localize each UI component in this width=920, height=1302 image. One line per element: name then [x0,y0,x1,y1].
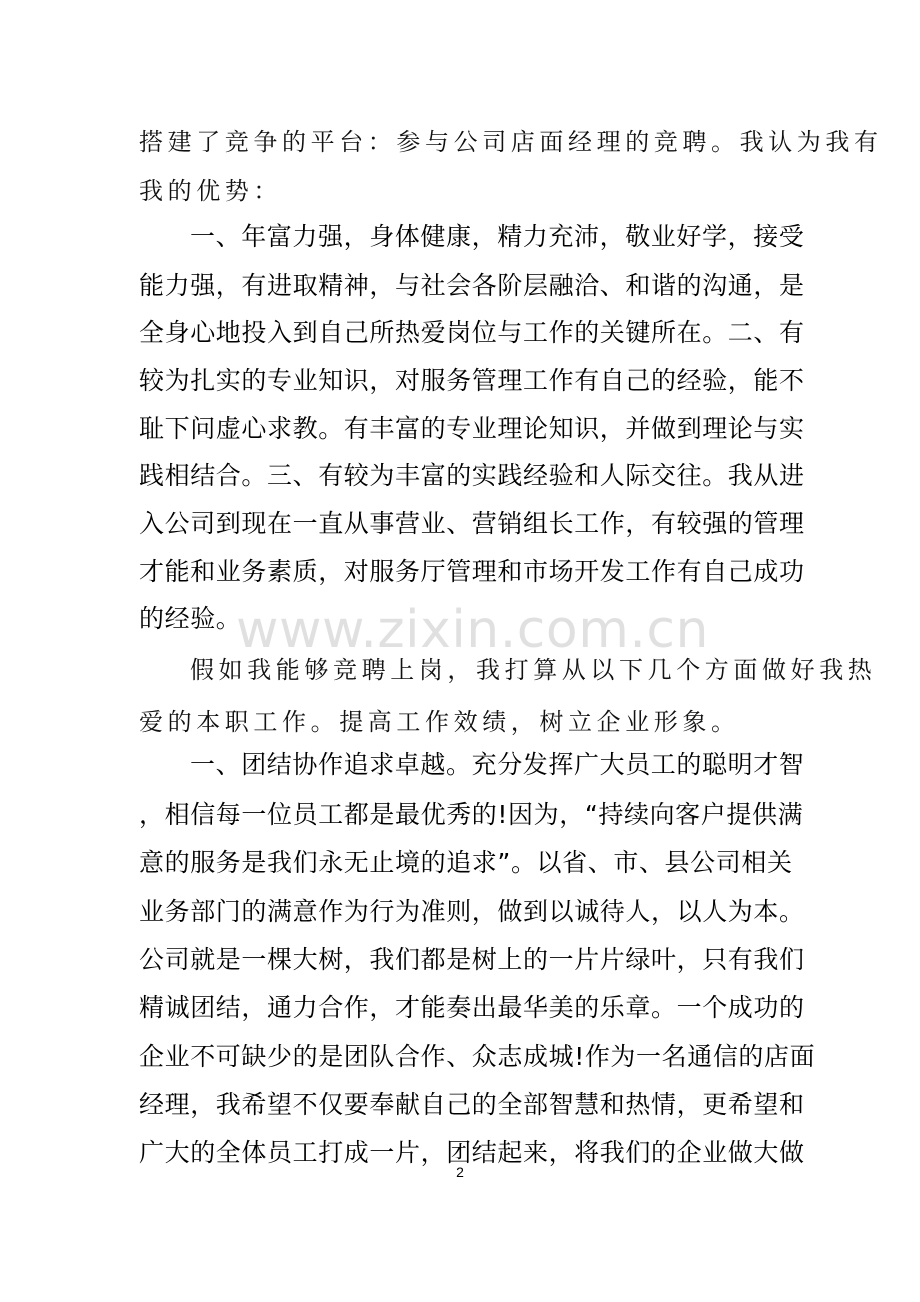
text-line: 践相结合。三、有较为丰富的实践经验和人际交往。我从进 [139,461,805,490]
text-line: 的经验。 [139,604,242,633]
text-line: 一、年富力强，身体健康，精力充沛，敬业好学，接受 [190,222,805,251]
text-line: 全身心地投入到自己所热爱岗位与工作的关键所在。二、有 [139,318,805,347]
text-line: 耻下问虚心求教。有丰富的专业理论知识，并做到理论与实 [139,414,805,443]
text-line: 爱的本职工作。提高工作效绩，树立企业形象。 [139,708,740,736]
text-line: 意的服务是我们永无止境的追求”。以省、市、县公司相关 [139,848,793,877]
text-line: 能力强，有进取精神，与社会各阶层融洽、和谐的沟通，是 [139,271,805,300]
text-line: 假如我能够竞聘上岗，我打算从以下几个方面做好我热 [190,656,877,684]
text-line: 企业不可缺少的是团队合作、众志成城!作为一名通信的店面 [139,1042,816,1071]
text-line: 经理，我希望不仅要奉献自己的全部智慧和热情，更希望和 [139,1090,805,1119]
text-line: 我的优势： [139,177,282,205]
watermark: www.zixin.com.cn [236,600,709,660]
text-line: 精诚团结，通力合作，才能奏出最华美的乐章。一个成功的 [139,993,805,1022]
text-line: 一、团结协作追求卓越。充分发挥广大员工的聪明才智 [190,750,805,779]
text-line: 公司就是一棵大树，我们都是树上的一片片绿叶，只有我们 [139,945,805,974]
text-line: 广大的全体员工打成一片，团结起来，将我们的企业做大做 [139,1138,805,1167]
text-line: 较为扎实的专业知识，对服务管理工作有自己的经验，能不 [139,366,805,395]
text-line: 业务部门的满意作为行为准则，做到以诚待人，以人为本。 [139,897,805,926]
text-line: 搭建了竞争的平台：参与公司店面经理的竞聘。我认为我有 [139,128,883,156]
text-line: ，相信每一位员工都是最优秀的!因为，“持续向客户提供满 [139,800,804,829]
text-line: 才能和业务素质，对服务厅管理和市场开发工作有自己成功 [139,557,805,586]
text-line: 入公司到现在一直从事营业、营销组长工作，有较强的管理 [139,509,805,538]
page-number: 2 [456,1164,464,1180]
